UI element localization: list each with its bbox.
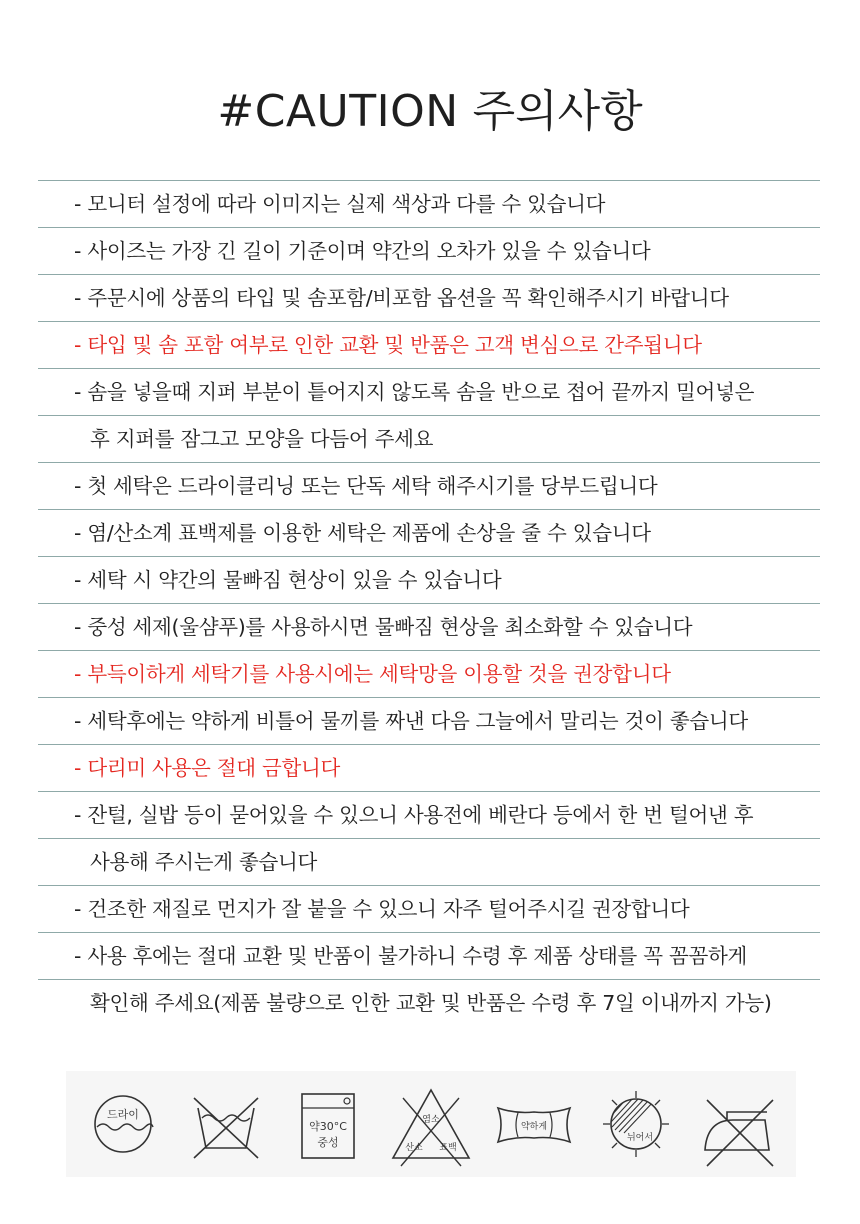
wring-label: 약하게: [520, 1122, 547, 1132]
no-wash-icon: [184, 1078, 268, 1170]
caution-item-continuation: 확인해 주세요(제품 불량으로 인한 교환 및 반품은 수령 후 7일 이내까지 가능): [90, 991, 772, 1015]
dry-shade-label: 뉘어서: [627, 1133, 654, 1143]
caution-item: - 다리미 사용은 절대 금합니다: [38, 745, 820, 792]
caution-item: - 세탁후에는 약하게 비틀어 물끼를 짜낸 다음 그늘에서 말리는 것이 좋습니다: [38, 698, 820, 745]
caution-list: [38, 180, 820, 1027]
washer-temp-label: 약30°C: [309, 1120, 348, 1133]
no-iron-icon: [697, 1078, 781, 1170]
washer-30-icon: [286, 1078, 370, 1170]
title-hash: #CAUTION: [217, 86, 459, 137]
caution-item: - 잔털, 실밥 등이 묻어있을 수 있으니 사용전에 베란다 등에서 한 번 털어낸 후: [38, 792, 820, 839]
caution-item: - 주문시에 상품의 타입 및 솜포함/비포함 옵션을 꼭 확인해주시기 바랍니다: [38, 275, 820, 322]
caution-item: - 솜을 넣을때 지퍼 부분이 틑어지지 않도록 솜을 반으로 접어 끝까지 밀어넣은: [38, 369, 820, 416]
dry-flat-shade-icon: [594, 1078, 678, 1170]
caution-item: - 타입 및 솜 포함 여부로 인한 교환 및 반품은 고객 변심으로 간주됩니다: [38, 322, 820, 369]
page-title: [0, 84, 860, 140]
wring-gently-icon: [492, 1078, 576, 1170]
dry-clean-icon: [81, 1078, 165, 1170]
caution-item: - 모니터 설정에 따라 이미지는 실제 색상과 다를 수 있습니다: [38, 181, 820, 228]
no-bleach-icon: [389, 1078, 473, 1170]
dry-clean-label: 드라이: [107, 1108, 140, 1121]
caution-item: - 사용 후에는 절대 교환 및 반품이 불가하니 수령 후 제품 상태를 꼭 꼼꼼하게: [38, 933, 820, 980]
caution-item: - 건조한 재질로 먼지가 잘 붙을 수 있으니 자주 털어주시길 권장합니다: [38, 886, 820, 933]
caution-item: - 세탁 시 약간의 물빠짐 현상이 있을 수 있습니다: [38, 557, 820, 604]
caution-item: - 첫 세탁은 드라이클리닝 또는 단독 세탁 해주시기를 당부드립니다: [38, 463, 820, 510]
caution-item-continuation: 사용해 주시는게 좋습니다: [38, 839, 820, 886]
bleach-oxygen-label: 산소: [405, 1143, 423, 1153]
title-korean: 주의사항: [472, 86, 643, 137]
caution-item-continuation: 후 지퍼를 잠그고 모양을 다듬어 주세요: [38, 416, 820, 463]
care-icons-strip: [66, 1071, 796, 1177]
caution-item: - 부득이하게 세탁기를 사용시에는 세탁망을 이용할 것을 권장합니다: [38, 651, 820, 698]
caution-item: - 염/산소계 표백제를 이용한 세탁은 제품에 손상을 줄 수 있습니다: [38, 510, 820, 557]
caution-item: - 중성 세제(울샴푸)를 사용하시면 물빠짐 현상을 최소화할 수 있습니다: [38, 604, 820, 651]
caution-item: - 사이즈는 가장 긴 길이 기준이며 약간의 오차가 있을 수 있습니다: [38, 228, 820, 275]
bleach-chlorine-label: 염소: [422, 1115, 440, 1125]
bleach-label: 표백: [439, 1143, 457, 1153]
washer-detergent-label: 중성: [317, 1136, 340, 1149]
